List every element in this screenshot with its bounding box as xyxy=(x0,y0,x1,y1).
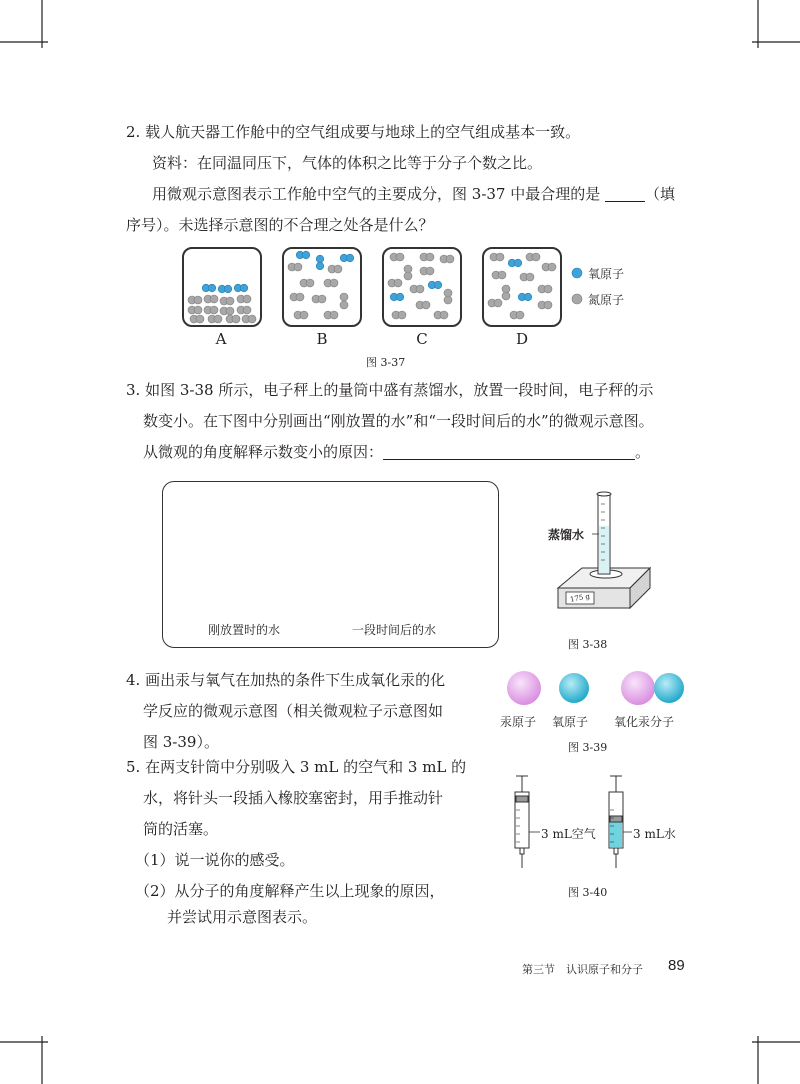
q3-line1: 3. 如图 3-38 所示，电子秤上的量筒中盛有蒸馏水，放置一段时间，电子秤的示 xyxy=(126,381,654,399)
footer-section-title: 第三节 认识原子和分子 xyxy=(522,963,643,976)
q2-line2: 资料：在同温同压下，气体的体积之比等于分子个数之比。 xyxy=(152,154,543,172)
mercury-atom-icon xyxy=(507,671,541,705)
diagram-b xyxy=(282,247,362,327)
syringes-illustration xyxy=(510,774,650,874)
label-3ml-air: 3 mL空气 xyxy=(541,827,596,841)
label-water-after-time: 一段时间后的水 xyxy=(352,623,437,637)
q5-line3: 筒的活塞。 xyxy=(143,820,219,838)
legend-mercury-oxide-label: 氧化汞分子 xyxy=(614,715,675,729)
q5-line1: 5. 在两支针筒中分别吸入 3 mL 的空气和 3 mL 的 xyxy=(126,758,467,776)
page-number: 89 xyxy=(668,957,685,974)
label-3ml-water: 3 mL水 xyxy=(633,827,676,841)
q2-line1: 2. 载人航天器工作舱中的空气组成要与地球上的空气组成基本一致。 xyxy=(126,123,581,141)
mercury-oxide-molecule-icon xyxy=(621,671,655,705)
label-freshly-placed-water: 刚放置时的水 xyxy=(208,623,281,637)
diagram-d-particles xyxy=(484,249,560,325)
q2-line3: 用微观示意图表示工作舱中空气的主要成分，图 3-37 中最合理的是 （填 xyxy=(152,185,676,203)
nitrogen-atom-legend-icon xyxy=(570,292,584,306)
q2-line4: 序号）。未选择示意图的不合理之处各是什么？ xyxy=(126,216,434,234)
diagram-a xyxy=(182,247,262,327)
option-label-c: C xyxy=(416,330,428,348)
q5-sub2-cont: 并尝试用示意图表示。 xyxy=(167,908,318,926)
q4-line1: 4. 画出汞与氧气在加热的条件下生成氧化汞的化 xyxy=(126,671,446,689)
graduated-cylinder-on-scale-illustration xyxy=(548,488,668,633)
option-label-d: D xyxy=(515,330,529,348)
figure-caption-3-40: 图 3-40 xyxy=(568,886,608,899)
figure-caption-3-38: 图 3-38 xyxy=(568,638,608,651)
q4-line3: 图 3-39）。 xyxy=(143,733,219,751)
oxygen-atom-icon xyxy=(559,673,589,703)
diagram-d xyxy=(482,247,562,327)
figure-caption-3-39: 图 3-39 xyxy=(568,741,608,754)
legend-mercury-label: 汞原子 xyxy=(500,715,537,729)
q3-line3: 从微观的角度解释示数变小的原因： 。 xyxy=(143,443,651,461)
legend-oxygen-label: 氧原子 xyxy=(588,267,625,281)
distilled-water-label: 蒸馏水 xyxy=(548,528,585,542)
diagram-c-particles xyxy=(384,249,460,325)
diagram-b-particles xyxy=(284,249,360,325)
q4-line2: 学反应的微观示意图（相关微观粒子示意图如 xyxy=(143,702,444,720)
figure-caption-3-37: 图 3-37 xyxy=(366,356,406,369)
answer-blank-q2[interactable] xyxy=(605,185,645,202)
legend-oxygen-atom-label: 氧原子 xyxy=(552,715,589,729)
q5-sub2: （2）从分子的角度解释产生以上现象的原因， xyxy=(135,882,445,900)
legend-nitrogen-label: 氮原子 xyxy=(588,293,625,307)
diagram-a-particles xyxy=(184,249,260,325)
q5-sub1: （1）说一说你的感受。 xyxy=(135,851,295,869)
particle-legend-fig-3-39 xyxy=(504,670,704,710)
oxygen-atom-legend-icon xyxy=(570,266,584,280)
q5-line2: 水，将针头一段插入橡胶塞密封，用手推动针 xyxy=(143,789,444,807)
answer-blank-q3[interactable] xyxy=(383,443,635,460)
option-label-b: B xyxy=(316,330,328,348)
q3-line2: 数变小。在下图中分别画出“刚放置的水”和“一段时间后的水”的微观示意图。 xyxy=(143,412,654,430)
diagram-c xyxy=(382,247,462,327)
scale-display: 175 g xyxy=(569,592,591,604)
option-label-a: A xyxy=(215,330,227,348)
